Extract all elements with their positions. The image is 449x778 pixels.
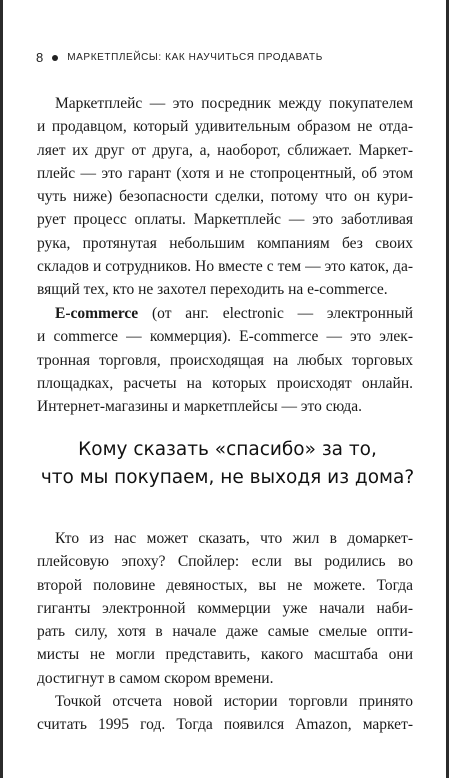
text-line: рует процесс оплаты. Маркетплейс — это заботливая <box>37 211 413 229</box>
text-line: Интернет-магазины и маркетплейсы — это сюда. <box>37 398 363 416</box>
text-line: складов и сотрудников. Но вместе с тем — это каток, да- <box>37 258 413 276</box>
heading-line: Кому сказать «спасибо» за то, <box>78 439 377 460</box>
text-line: мисты не могли представить, какого масштаба они <box>37 646 413 664</box>
paragraph-before-marketplaces <box>37 527 413 690</box>
running-header <box>36 50 323 65</box>
page-number: 8 <box>36 50 44 65</box>
text-line: и commerce — коммерция). E-commerce — это элек- <box>37 328 413 346</box>
bullet-separator-icon <box>52 55 58 61</box>
text-line: достигнут в самом скором времени. <box>37 669 274 687</box>
term-definition: (от анг. electronic — электронный <box>138 305 413 322</box>
paragraph-starting-point-1995 <box>37 690 413 737</box>
text-line: рать силу, хотя в начале даже самые смелые опти- <box>37 623 413 641</box>
text-line: чуть ниже) безопасности сделки, потому что он кури- <box>37 188 413 206</box>
text-line: тронная торговля, происходящая на любых торговых <box>37 351 413 369</box>
heading-line: что мы покупаем, не выходя из дома? <box>40 467 415 488</box>
text-line: площадках, расчеты на которых происходят онлайн. <box>37 374 413 392</box>
text-line: ляет их друг от друга, а, наоборот, сближает. Маркет- <box>37 141 413 159</box>
text-line: Точкой отсчета новой истории торговли принято <box>55 693 413 710</box>
running-book-title: МАРКЕТПЛЕЙСЫ: КАК НАУЧИТЬСЯ ПРОДАВАТЬ <box>67 52 323 63</box>
text-line: второй половине девяностых, вы не можете. Тогда <box>37 576 413 594</box>
text-line: вящий тех, кто не захотел переходить на e-commerce. <box>37 281 388 299</box>
section-heading <box>3 436 449 492</box>
text-line <box>37 302 413 325</box>
paragraph-ecommerce-definition <box>37 302 413 418</box>
text-line: Маркетплейс — это посредник между покупателем <box>55 95 413 112</box>
text-line: и продавцом, который удивительным образом не отда- <box>37 118 413 136</box>
term-ecommerce: E-commerce <box>55 305 139 322</box>
text-line: плейс — это гарант (хотя и не стопроцентный, об этом <box>37 164 413 182</box>
text-line: рука, протянутая небольшим компаниям без своих <box>37 234 413 252</box>
text-line: Кто из нас может сказать, что жил в домаркет- <box>55 530 413 547</box>
text-line: считать 1995 год. Тогда появился Amazon, маркет- <box>37 716 413 734</box>
text-line: гиганты электронной коммерции уже начали наби- <box>37 599 413 617</box>
text-line: плейсовую эпоху? Спойлер: если вы родились во <box>37 553 413 571</box>
paragraph-marketplace-definition <box>37 92 413 302</box>
